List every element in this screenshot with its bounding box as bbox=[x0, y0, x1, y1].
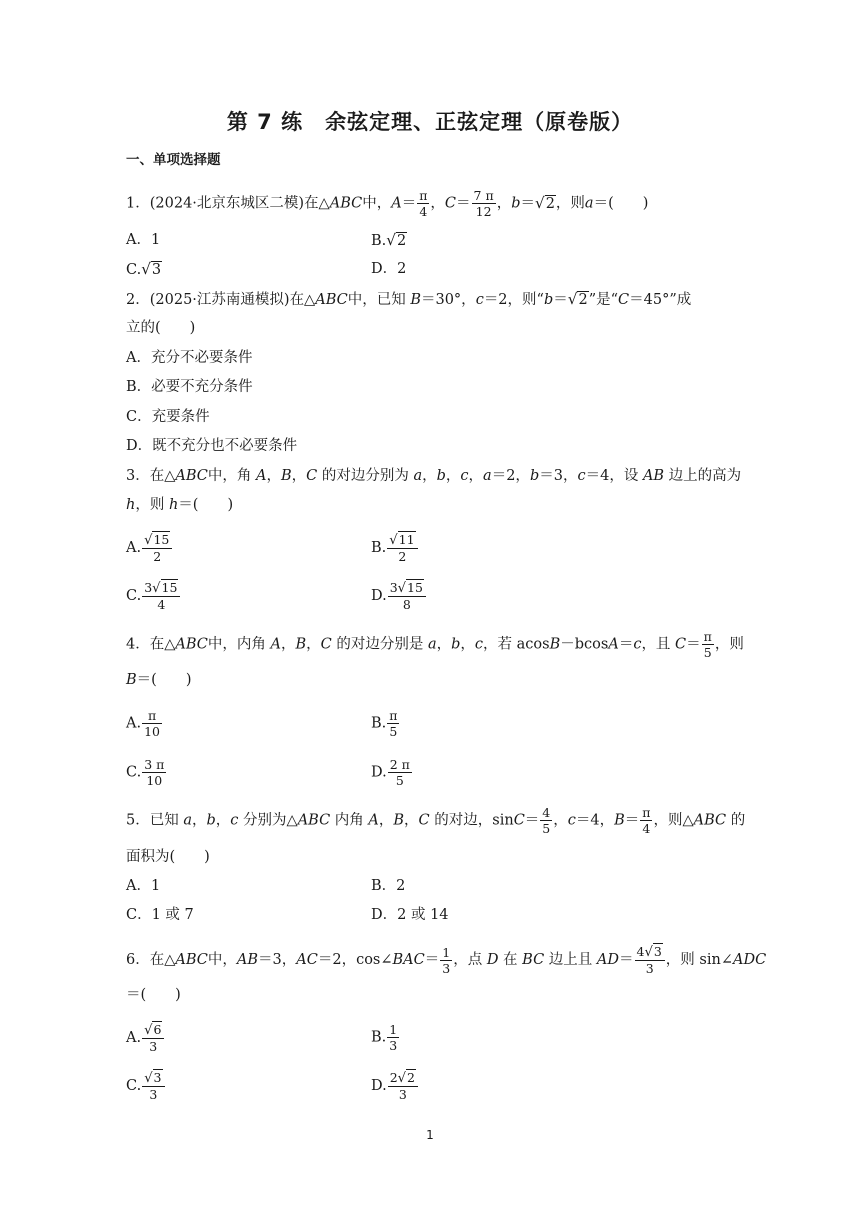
question-3-line-2: h，则 h＝( ) bbox=[126, 497, 234, 513]
question-1: 1．(2024·北京东城区二模)在△ABC中，A＝ $\frac{\pi}{4}$ ，C＝ $\frac{7 \pi}{12}$ ，b＝√2，则a＝( ) bbox=[126, 188, 649, 219]
q1-option-a[interactable]: A．1 bbox=[126, 232, 161, 248]
question-6-line-2: ＝( ) bbox=[126, 987, 181, 1003]
q6-option-b[interactable]: B. $\frac{1}{3}$ bbox=[371, 1022, 398, 1053]
question-4: 4．在△ABC中，内角 A，B，C 的对边分别是 a，b，c，若 acosB－bcosA＝c，且 C＝ $\frac{\pi}{5}$ ，则 bbox=[126, 629, 744, 660]
question-6: 6．在△ABC中，AB＝3，AC＝2，cos∠BAC＝ $\frac{1}{3}$ ，点 D 在 BC 边上且 AD＝ $\frac{4√3}{3}$ ，则 sin∠ADC bbox=[126, 944, 767, 976]
fraction: $\frac{7 \pi}{12}$ bbox=[473, 188, 494, 219]
q3-option-b[interactable]: B. $\frac{√11}{2}$ bbox=[371, 532, 419, 564]
q4-option-b[interactable]: B. $\frac{\pi}{5}$ bbox=[371, 708, 398, 739]
q4-option-a[interactable]: A. $\frac{\pi}{10}$ bbox=[126, 708, 160, 739]
q5-option-a[interactable]: A．1 bbox=[126, 878, 161, 894]
q5-option-b[interactable]: B．2 bbox=[371, 878, 406, 894]
q6-option-d[interactable]: D. $\frac{2√2}{3}$ bbox=[371, 1070, 419, 1102]
page-title: 第 7 练 余弦定理、正弦定理（原卷版） bbox=[226, 110, 634, 134]
q5-option-d[interactable]: D．2 或 14 bbox=[371, 907, 449, 923]
q1-option-d[interactable]: D．2 bbox=[371, 261, 407, 277]
question-4-line-2: B＝( ) bbox=[126, 672, 192, 688]
q1-option-b[interactable]: B.√2 bbox=[371, 231, 407, 249]
question-5: 5．已知 a，b，c 分别为△ABC 内角 A，B，C 的对边，sinC＝ $\frac{4}{5}$ ，c＝4，B＝ $\frac{\pi}{4}$ ，则△ABC 的 bbox=[126, 805, 746, 836]
q6-option-c[interactable]: C. $\frac{√3}{3}$ bbox=[126, 1070, 166, 1102]
q3-option-a[interactable]: A. $\frac{√15}{2}$ bbox=[126, 532, 173, 564]
q2-option-c[interactable]: C．充要条件 bbox=[126, 409, 210, 425]
q2-option-a[interactable]: A．充分不必要条件 bbox=[126, 350, 253, 366]
q2-option-d[interactable]: D．既不充分也不必要条件 bbox=[126, 438, 298, 454]
q3-option-c[interactable]: C. $\frac{3√15}{4}$ bbox=[126, 580, 181, 612]
q2-option-b[interactable]: B．必要不充分条件 bbox=[126, 379, 253, 395]
q6-option-a[interactable]: A. $\frac{√6}{3}$ bbox=[126, 1022, 165, 1054]
q1-option-c[interactable]: C.√3 bbox=[126, 260, 162, 278]
q5-option-c[interactable]: C．1 或 7 bbox=[126, 907, 194, 923]
question-2-line-2: 立的( ) bbox=[126, 320, 196, 336]
sqrt: √2 bbox=[534, 193, 555, 212]
q3-option-d[interactable]: D. $\frac{3√15}{8}$ bbox=[371, 580, 427, 612]
question-5-line-2: 面积为( ) bbox=[126, 849, 210, 865]
q4-option-d[interactable]: D. $\frac{2 \pi}{5}$ bbox=[371, 757, 410, 788]
fraction: $\frac{\pi}{4}$ bbox=[419, 188, 428, 219]
section-heading: 一、单项选择题 bbox=[126, 152, 221, 168]
question-3: 3．在△ABC中，角 A，B，C 的对边分别为 a，b，c，a＝2，b＝3，c＝4，设 AB 边上的高为 bbox=[126, 468, 742, 484]
page-number: 1 bbox=[426, 1128, 434, 1142]
question-2: 2．(2025·江苏南通模拟)在△ABC中，已知 B＝30°，c＝2，则“b＝√2”是“C＝45°”成 bbox=[126, 290, 692, 308]
q4-option-c[interactable]: C. $\frac{3 \pi}{10}$ bbox=[126, 757, 165, 788]
